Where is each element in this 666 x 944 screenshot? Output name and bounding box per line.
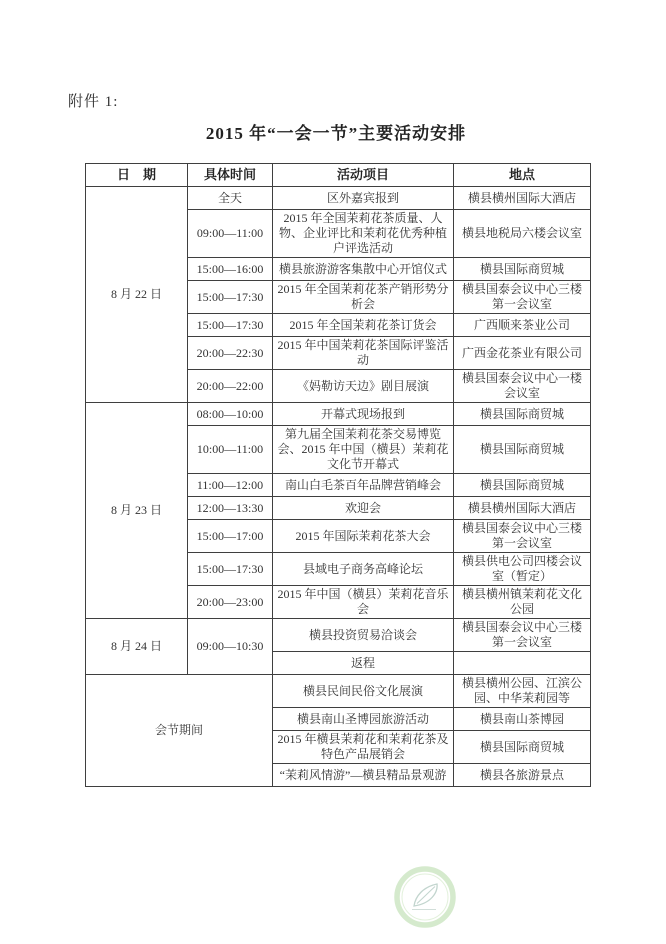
- activity-cell: 横县民间民俗文化展演: [273, 675, 454, 708]
- column-header-time: 具体时间: [188, 164, 273, 187]
- attachment-label: 附件 1:: [68, 94, 119, 110]
- time-cell: 09:00—10:30: [188, 619, 273, 675]
- location-cell: 横县国泰会议中心一楼会议室: [454, 370, 591, 403]
- activity-cell: 区外嘉宾报到: [273, 187, 454, 210]
- time-cell: 12:00—13:30: [188, 497, 273, 520]
- activity-cell: 《妈勒访天边》剧目展演: [273, 370, 454, 403]
- table-row: [86, 187, 591, 210]
- location-cell: 横县国际商贸城: [454, 474, 591, 497]
- activity-cell: 2015 年全国茉莉花茶质量、人物、企业评比和茉莉花优秀种植户评选活动: [273, 210, 454, 258]
- location-cell: 横县供电公司四楼会议室（暂定）: [454, 553, 591, 586]
- location-cell: 横县横州国际大酒店: [454, 497, 591, 520]
- date-cell: 8 月 22 日: [86, 187, 188, 403]
- column-header-location: 地点: [454, 164, 591, 187]
- time-cell: 10:00—11:00: [188, 426, 273, 474]
- table-row: [86, 403, 591, 426]
- activity-cell: 第九届全国茉莉花茶交易博览会、2015 年中国（横县）茉莉花文化节开幕式: [273, 426, 454, 474]
- activity-cell: 返程: [273, 652, 454, 675]
- time-cell: 15:00—17:30: [188, 281, 273, 314]
- time-cell: 15:00—16:00: [188, 258, 273, 281]
- location-cell: 横县国泰会议中心三楼第一会议室: [454, 520, 591, 553]
- table-row: [86, 675, 591, 708]
- activity-cell: 2015 年横县茉莉花和茉莉花茶及特色产品展销会: [273, 731, 454, 764]
- location-cell: 横县各旅游景点: [454, 764, 591, 787]
- activity-cell: 横县旅游游客集散中心开馆仪式: [273, 258, 454, 281]
- time-cell: 20:00—22:30: [188, 337, 273, 370]
- location-cell: 横县地税局六楼会议室: [454, 210, 591, 258]
- location-cell: 广西金花茶业有限公司: [454, 337, 591, 370]
- activity-cell: 县域电子商务高峰论坛: [273, 553, 454, 586]
- location-cell: 横县南山茶博园: [454, 708, 591, 731]
- location-cell: 横县横州国际大酒店: [454, 187, 591, 210]
- location-cell: 横县国际商贸城: [454, 426, 591, 474]
- table-row: [86, 619, 591, 652]
- location-cell: 横县国际商贸城: [454, 403, 591, 426]
- column-header-date: 日 期: [86, 164, 188, 187]
- activity-schedule-table: [85, 163, 591, 787]
- time-cell: 09:00—11:00: [188, 210, 273, 258]
- leaf-watermark-icon: [393, 865, 457, 929]
- activity-cell: 2015 年全国茉莉花茶产销形势分析会: [273, 281, 454, 314]
- time-cell: 11:00—12:00: [188, 474, 273, 497]
- activity-cell: 2015 年国际茉莉花茶大会: [273, 520, 454, 553]
- activity-cell: 南山白毛茶百年品牌营销峰会: [273, 474, 454, 497]
- location-cell: 横县国际商贸城: [454, 731, 591, 764]
- time-cell: 全天: [188, 187, 273, 210]
- activity-cell: 2015 年中国茉莉花茶国际评鉴活动: [273, 337, 454, 370]
- location-cell: 横县国际商贸城: [454, 258, 591, 281]
- date-cell: 8 月 24 日: [86, 619, 188, 675]
- activity-cell: 欢迎会: [273, 497, 454, 520]
- time-cell: 15:00—17:30: [188, 553, 273, 586]
- table-header-row: [86, 164, 591, 187]
- location-cell: 横县横州镇茉莉花文化公园: [454, 586, 591, 619]
- activity-cell: “茉莉风情游”—横县精品景观游: [273, 764, 454, 787]
- time-cell: 15:00—17:30: [188, 314, 273, 337]
- location-cell: 横县国泰会议中心三楼第一会议室: [454, 281, 591, 314]
- time-cell: 15:00—17:00: [188, 520, 273, 553]
- location-cell: [454, 652, 591, 675]
- location-cell: 广西顺来茶业公司: [454, 314, 591, 337]
- activity-cell: 横县南山圣博园旅游活动: [273, 708, 454, 731]
- page-title: 2015 年“一会一节”主要活动安排: [205, 124, 467, 143]
- date-cell: 8 月 23 日: [86, 403, 188, 619]
- activity-cell: 开幕式现场报到: [273, 403, 454, 426]
- location-cell: 横县横州公园、江滨公园、中华茉莉园等: [454, 675, 591, 708]
- activity-cell: 2015 年全国茉莉花茶订货会: [273, 314, 454, 337]
- activity-cell: 2015 年中国（横县）茉莉花音乐会: [273, 586, 454, 619]
- activity-cell: 横县投资贸易洽谈会: [273, 619, 454, 652]
- location-cell: 横县国泰会议中心三楼第一会议室: [454, 619, 591, 652]
- section-label-cell: 会节期间: [86, 675, 273, 787]
- time-cell: 20:00—22:00: [188, 370, 273, 403]
- time-cell: 20:00—23:00: [188, 586, 273, 619]
- time-cell: 08:00—10:00: [188, 403, 273, 426]
- column-header-activity: 活动项目: [273, 164, 454, 187]
